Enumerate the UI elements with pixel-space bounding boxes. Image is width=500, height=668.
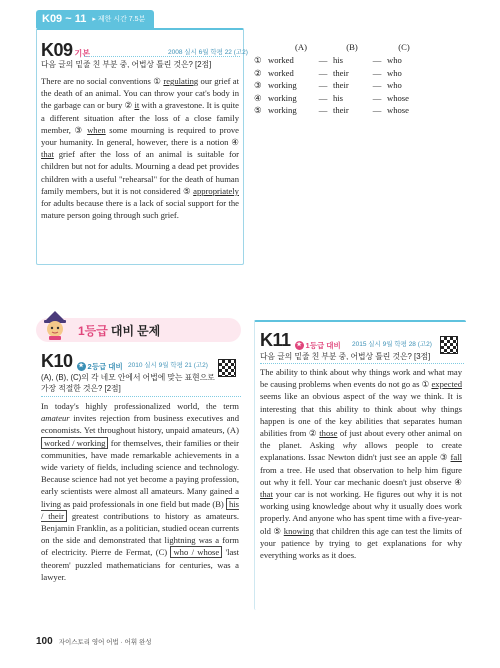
option-3[interactable]: ③ working — their — who: [254, 80, 402, 90]
divider: [84, 56, 240, 57]
time-limit-label: ▸ 제한 시간 7.5분: [92, 14, 145, 24]
question-prompt: (A), (B), (C)의 각 네모 안에서 어법에 맞는 표현으로 가장 적절한 것은? [2점]: [41, 373, 215, 393]
tab-code: K09 ~ 11: [42, 13, 87, 25]
grade-badge: ★ 2등급 대비: [78, 362, 123, 371]
option-5[interactable]: ⑤ working — their — whose: [254, 105, 409, 115]
underline-5: appropriately: [193, 185, 239, 196]
underline-2: it: [134, 100, 140, 111]
option-4[interactable]: ④ working — his — whose: [254, 92, 409, 103]
question-source: 2010 실시 9월 학평 21 (고2): [128, 362, 208, 369]
star-icon: ★: [296, 342, 302, 348]
col-c-header: (C): [398, 42, 410, 52]
underline-5: knowing: [283, 525, 314, 536]
k10-passage: In today's highly professionalized world, the term amateur invites rejection from business executives and economists. Yet throughout history, unpaid amateurs, (A) worked / working for themselves, their families or their communities, have made remarkable achievements in a wide variety of fields, including science and technology. Because science had not yet become a paying profession, early scientists were almost all amateurs. Many gained a living as paid professionals in one field but made (B) his / their greatest contributions to history as amateurs. Benjamin Franklin, as a politician, studied ocean currents on the side and demonstrated that lightning was a form of electricity. Pierre de Fermat, (C) who / whose 'last theorem' puzzled mathematicians for centuries, was a lawyer.: [41, 401, 239, 582]
question-k09-header: [41, 40, 90, 61]
question-prompt: 다음 글의 밑줄 친 부분 중, 어법상 틀린 것은? [3점]: [260, 352, 431, 361]
star-icon: ★: [78, 363, 84, 369]
question-k11-header: [260, 330, 341, 351]
underline-1: expected: [431, 379, 462, 390]
col-b-header: (B): [346, 42, 358, 52]
book-title: 자이스토리 영어 어법 · 어휘 완성: [58, 639, 152, 646]
page-number: 100: [36, 636, 53, 647]
question-k10-header: [41, 351, 123, 372]
option-2[interactable]: ② worked — their — who: [254, 67, 402, 78]
question-source: 2008 실시 6월 학평 22 (고2): [168, 49, 248, 56]
k09-passage: There are no social conventions ① regulating our grief at the death of an animal. You can throw your cat's body in the garbage can or bury ② it with a gravestone. It is quite a different situation after the loss of a close family member, ③ when some mourning is required to prove your humanity. In general, however, there is a notion ④ that grief after the loss of an animal is suitable for children but not for adults. Mourning a dead pet provides children with a useful "rehearsal" for the death of human family members, but it is not considered ⑤ appropriately for adults because there is a lack of social support for the mature person going through such grief.: [41, 76, 239, 221]
mascot-icon: [42, 310, 68, 340]
choice-box-a: worked / working: [41, 437, 108, 449]
underline-4: that: [260, 489, 273, 500]
section-tab: [36, 10, 154, 28]
underline-4: that: [41, 149, 54, 160]
choice-box-b: his / their: [41, 498, 239, 521]
qr-code-icon[interactable]: [440, 336, 458, 354]
underline-3: fall: [450, 452, 462, 463]
banner-word-2: 문제: [137, 323, 161, 338]
k11-passage: The ability to think about why things work and what may be causing problems when events do not go as ① expected seems like an obvious aspect of the way we think. It is interesting that this ability to think about why things happen is one of the key abilities that separates human abilities from ② those of just about every other animal on the planet. Asking why allows people to create explanations. Issac Newton didn't just see an apple ③ fall from a tree. He used that observation to help him figure out why it fell. Your car mechanic doesn't just observe ④ that your car is not working. He figures out why it is not working using knowledge about why it usually does work properly. And anyone who has spent time with a five-year-old ⑤ knowing that children this age can test the limits of your patience by trying to get explanations for why everything works as it does.: [260, 367, 462, 561]
col-a-header: (A): [295, 42, 307, 52]
question-number: K10: [41, 351, 73, 371]
underline-2: those: [319, 428, 338, 439]
question-number: K09: [41, 40, 73, 60]
option-1[interactable]: ① worked — his — who: [254, 55, 402, 65]
underline-3: when: [87, 124, 106, 135]
divider: [41, 396, 241, 397]
question-number: K11: [260, 330, 291, 350]
question-prompt: 다음 글의 밑줄 친 부분 중, 어법상 틀린 것은? [2점]: [41, 60, 212, 69]
k10-answer-options: [254, 42, 454, 117]
underline-1: regulating: [163, 76, 199, 86]
divider: [260, 363, 464, 364]
qr-code-icon[interactable]: [218, 359, 236, 377]
banner-word-1: 대비: [110, 323, 135, 338]
grade-badge: ★ 1등급 대비: [296, 341, 341, 350]
question-source: 2015 실시 9월 학평 28 (고2): [352, 341, 432, 348]
choice-box-c: who / whose: [170, 546, 222, 558]
level-tag: 기본: [74, 49, 90, 58]
page-footer: [36, 636, 152, 647]
banner-grade: 1등급: [78, 323, 108, 338]
